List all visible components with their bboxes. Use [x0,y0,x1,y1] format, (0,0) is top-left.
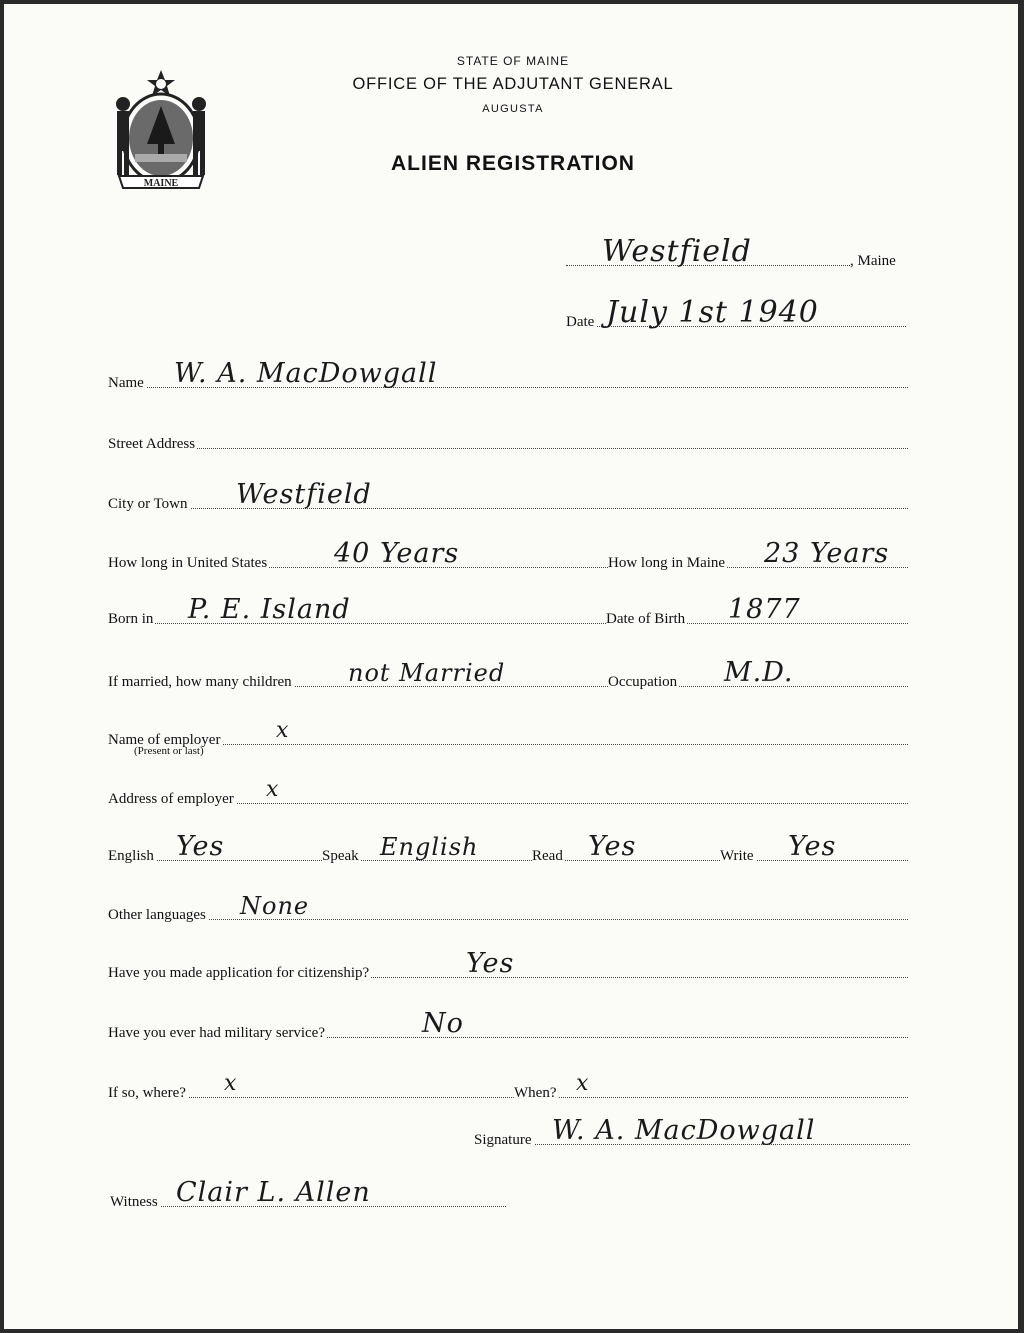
employer-value: x [276,718,290,743]
dob-value: 1877 [728,594,801,625]
street-row [4,422,1018,452]
employer-address-value: x [266,777,280,802]
employer-address-row [4,777,1018,807]
city-row [4,479,1018,512]
other-languages-row [4,893,1018,923]
maine-years-value: 23 Years [764,538,890,569]
birth-row [4,594,1018,627]
name-value: W. A. MacDowgall [174,358,438,389]
city-heading: AUGUSTA [482,103,544,115]
other-languages-label: Other languages [108,907,206,923]
street-label: Street Address [108,436,196,452]
citizenship-value: Yes [466,948,515,979]
write-label: Write [720,848,754,864]
military-value: No [422,1008,464,1039]
occupation-label: Occupation [608,674,678,690]
office-heading: OFFICE OF THE ADJUTANT GENERAL [352,75,674,93]
name-label: Name [108,375,144,391]
signature-row [4,1115,1018,1148]
citizenship-label: Have you made application for citizenship? [108,965,370,981]
us-years-value: 40 Years [334,538,460,569]
town-row [4,234,1018,269]
read-value: Yes [588,831,637,862]
date-row [4,295,1018,330]
signature-value: W. A. MacDowgall [552,1115,816,1146]
born-value: P. E. Island [188,594,351,625]
speak-value: English [380,833,479,861]
city-value: Westfield [236,479,372,510]
citizenship-row [4,948,1018,981]
born-label: Born in [108,611,154,627]
write-value: Yes [788,831,837,862]
read-label: Read [532,848,563,864]
where-when-row [4,1071,1018,1101]
signature-label: Signature [474,1132,532,1148]
employer-address-label: Address of employer [108,791,234,807]
city-label: City or Town [108,496,188,512]
witness-row [4,1177,1018,1210]
military-row [4,1008,1018,1041]
witness-value: Clair L. Allen [176,1177,371,1208]
children-value: not Married [348,659,506,687]
occupation-value: M.D. [724,657,794,688]
children-row [4,657,1018,690]
when-label: When? [514,1085,557,1101]
employer-label: Name of employer [108,732,221,748]
language-row [4,831,1018,864]
employer-row [4,718,1018,748]
state-heading: STATE OF MAINE [456,54,570,68]
town-suffix: , Maine [850,253,896,269]
other-languages-value: None [240,892,310,920]
where-value: x [224,1071,238,1096]
name-row [4,358,1018,391]
date-label: Date [566,314,595,330]
residence-row [4,538,1018,571]
speak-label: Speak [322,848,359,864]
dob-label: Date of Birth [606,611,686,627]
when-value: x [576,1071,590,1096]
date-value: July 1st 1940 [606,295,819,330]
maine-years-label: How long in Maine [608,555,726,571]
employer-sublabel: (Present or last) [134,745,204,757]
town-value: Westfield [602,234,752,269]
witness-label: Witness [110,1194,158,1210]
english-label: English [108,848,154,864]
seal-banner-text: MAINE [143,178,179,189]
english-value: Yes [176,831,225,862]
form-title: ALIEN REGISTRATION [391,152,635,175]
military-label: Have you ever had military service? [108,1025,325,1041]
us-years-label: How long in United States [108,555,268,571]
children-label: If married, how many children [108,674,292,690]
alien-registration-form [4,4,1018,1329]
where-label: If so, where? [108,1085,186,1101]
